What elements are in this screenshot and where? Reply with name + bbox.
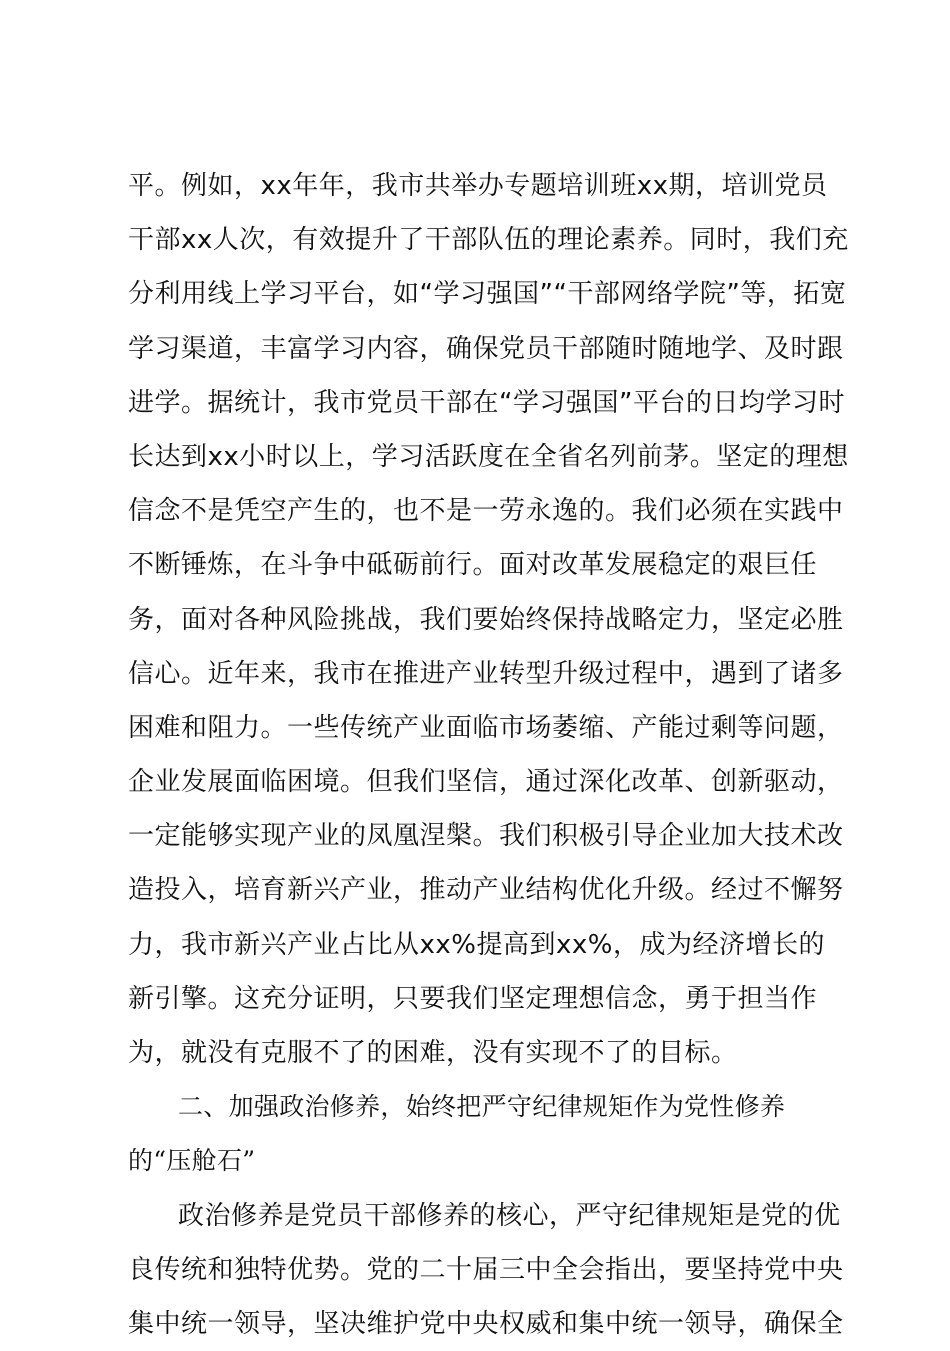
section-heading [128, 1080, 834, 1188]
paragraph-line: 信念不是凭空产生的，也不是一劳永逸的。我们必须在实践中 [128, 496, 844, 527]
paragraph-line: 集中统一领导，坚决维护党中央权威和集中统一领导，确保全 [128, 1308, 844, 1339]
document-body [128, 159, 849, 1351]
paragraph-line: 信心。近年来，我市在推进产业转型升级过程中，遇到了诸多 [128, 658, 844, 689]
paragraph-line: 良传统和独特优势。党的二十届三中全会指出，要坚持党中央 [128, 1254, 844, 1285]
paragraph-line: 企业发展面临困境。但我们坚信，通过深化改革、创新驱动， [128, 767, 844, 798]
paragraph-1 [128, 159, 849, 1080]
paragraph-line: 分利用线上学习平台，如“学习强国”“干部网络学院”等，拓宽 [128, 279, 847, 310]
paragraph-line: 务，面对各种风险挑战，我们要始终保持战略定力，坚定必胜 [128, 604, 844, 635]
paragraph-line: 新引擎。这充分证明，只要我们坚定理想信念，勇于担当作 [128, 983, 818, 1014]
paragraph-line: 进学。据统计，我市党员干部在“学习强国”平台的日均学习时 [128, 387, 845, 418]
paragraph-line: 平。例如，xx年年，我市共举办专题培训班xx期，培训党员 [128, 171, 828, 201]
paragraph-line: 力，我市新兴产业占比从xx%提高到xx%，成为经济增长的 [128, 929, 825, 960]
heading-line: 的“压舱石” [128, 1146, 256, 1176]
paragraph-line: 一定能够实现产业的凤凰涅槃。我们积极引导企业加大技术改 [128, 821, 844, 852]
paragraph-line: 学习渠道，丰富学习内容，确保党员干部随时随地学、及时跟 [128, 333, 844, 364]
paragraph-line: 不断锤炼，在斗争中砥砺前行。面对改革发展稳定的艰巨任 [128, 550, 818, 581]
paragraph-2 [128, 1189, 844, 1351]
paragraph-line: 为，就没有克服不了的困难，没有实现不了的目标。 [128, 1038, 738, 1068]
heading-line: 二、加强政治修养，始终把严守纪律规矩作为党性修养 [178, 1092, 786, 1122]
paragraph-line: 干部xx人次，有效提升了干部队伍的理论素养。同时，我们充 [128, 225, 849, 256]
paragraph-line: 困难和阻力。一些传统产业面临市场萎缩、产能过剩等问题， [128, 712, 844, 743]
paragraph-line: 长达到xx小时以上，学习活跃度在全省名列前茅。坚定的理想 [128, 441, 849, 472]
paragraph-line: 造投入，培育新兴产业，推动产业结构优化升级。经过不懈努 [128, 875, 844, 906]
paragraph-line: 政治修养是党员干部修养的核心，严守纪律规矩是党的优 [178, 1200, 841, 1231]
